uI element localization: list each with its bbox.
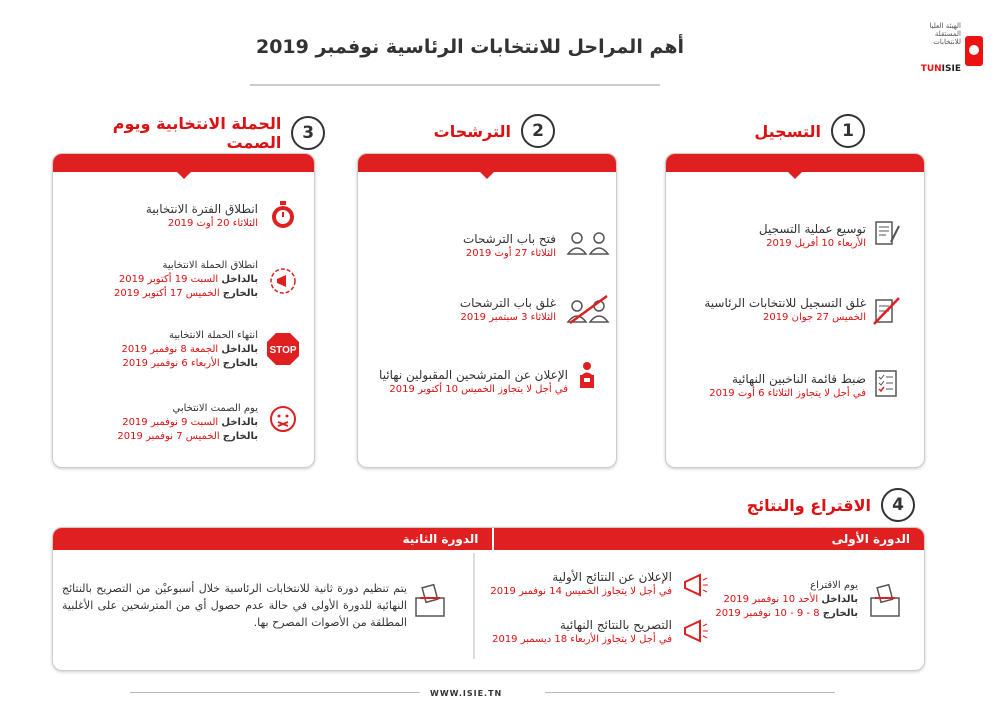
section-title: الترشحات bbox=[433, 121, 511, 141]
rounds-header-bar bbox=[53, 528, 924, 550]
section-number: 2 bbox=[521, 114, 555, 148]
card-header-bar bbox=[53, 154, 314, 172]
list-item: يوم الصمت الانتخابي بالداخل السبت 9 نوفمبر 2019 بالخارج الخميس 7 نوفمبر 2019 bbox=[117, 403, 258, 442]
page-title: أهم المراحل للانتخابات الرئاسية نوفمبر 2019 bbox=[255, 36, 685, 58]
website-link[interactable]: WWW.ISIE.TN bbox=[430, 689, 503, 698]
logo-abbr: TUNISIE bbox=[920, 64, 961, 74]
isie-logo bbox=[913, 18, 983, 78]
section-3-heading bbox=[55, 114, 325, 152]
stopwatch-icon bbox=[268, 200, 298, 230]
checklist-icon bbox=[871, 368, 901, 398]
closed-document-icon bbox=[871, 296, 901, 326]
megaphone-icon bbox=[680, 570, 710, 600]
silent-face-icon bbox=[268, 404, 298, 434]
round-2-label: الدورة الثانية bbox=[53, 528, 494, 550]
list-item: ضبط قائمة الناخبين النهائية في أجل لا يتجاوز الثلاثاء 6 أوت 2019 bbox=[709, 372, 866, 399]
card-header-bar bbox=[358, 154, 616, 172]
section-title: التسجيل bbox=[754, 121, 821, 141]
closed-candidates-icon bbox=[565, 294, 613, 324]
megaphone-circle-icon bbox=[268, 266, 298, 296]
section-number: 3 bbox=[291, 116, 325, 150]
list-item: توسيع عملية التسجيل الأربعاء 10 أفريل 2019 bbox=[758, 222, 866, 249]
list-item: انطلاق الفترة الانتخابية الثلاثاء 20 أوت 2019 bbox=[145, 202, 258, 229]
list-item: الإعلان عن النتائج الأولية في أجل لا يتجاوز الخميس 14 نوفمبر 2019 bbox=[490, 570, 672, 597]
rounds-divider bbox=[473, 553, 475, 659]
title-underline bbox=[250, 84, 660, 86]
round-1-label: الدورة الأولى bbox=[831, 532, 910, 546]
card-header-bar bbox=[666, 154, 924, 172]
list-item: انطلاق الحملة الانتخابية بالداخل السبت 19 أكتوبر 2019 بالخارج الخميس 17 أكتوبر 2019 bbox=[114, 260, 258, 299]
footer-rule-right bbox=[545, 692, 835, 693]
footer-rule-left bbox=[130, 692, 420, 693]
candidates-icon bbox=[565, 228, 613, 258]
section-title: الاقتراع والنتائج bbox=[746, 495, 871, 515]
list-item: انتهاء الحملة الانتخابية بالداخل الجمعة 8 نوفمبر 2019 بالخارج الأربعاء 6 نوفمبر 2019 bbox=[121, 330, 258, 369]
section-4-heading bbox=[735, 488, 915, 522]
tunisia-flag-icon bbox=[965, 36, 983, 66]
section-2-heading bbox=[420, 114, 555, 148]
podium-speaker-icon bbox=[572, 360, 602, 390]
round-2-description: يتم تنظيم دورة ثانية للانتخابات الرئاسية خلال أسبوعيْن من التصريح بالنتائج النهائية للدورة الأولى في حالة عدم حصول أي من المترشحين على الأغلبية المطلقة من الأصوات المصرح بها. bbox=[62, 582, 407, 629]
logo-text: الهيئة العليا المستقلة للانتخابات bbox=[929, 22, 961, 46]
ballot-box-icon bbox=[867, 582, 903, 618]
section-title: الحملة الانتخابية ويوم الصمت bbox=[112, 114, 282, 152]
list-item: فتح باب الترشحات الثلاثاء 27 أوت 2019 bbox=[462, 232, 556, 259]
stop-sign-label: STOP bbox=[269, 345, 297, 356]
ballot-box-icon bbox=[412, 582, 448, 618]
section-1-heading bbox=[735, 114, 865, 148]
list-item: غلق التسجيل للانتخابات الرئاسية الخميس 27 جوان 2019 bbox=[704, 296, 866, 323]
section-number: 4 bbox=[881, 488, 915, 522]
list-item: الإعلان عن المترشحين المقبولين نهائيا في أجل لا يتجاوز الخميس 10 أكتوبر 2019 bbox=[379, 368, 568, 395]
list-item: يوم الاقتراع بالداخل الأحد 10 نوفمبر 2019 بالخارج 8 - 9 - 10 نوفمبر 2019 bbox=[715, 580, 858, 619]
megaphone-icon bbox=[680, 616, 710, 646]
list-item: غلق باب الترشحات الثلاثاء 3 سبتمبر 2019 bbox=[459, 296, 556, 323]
stop-sign-icon bbox=[266, 332, 300, 366]
section-number: 1 bbox=[831, 114, 865, 148]
document-edit-icon bbox=[871, 218, 901, 248]
list-item: التصريح بالنتائج النهائية في أجل لا يتجاوز الأربعاء 18 ديسمبر 2019 bbox=[492, 618, 672, 645]
